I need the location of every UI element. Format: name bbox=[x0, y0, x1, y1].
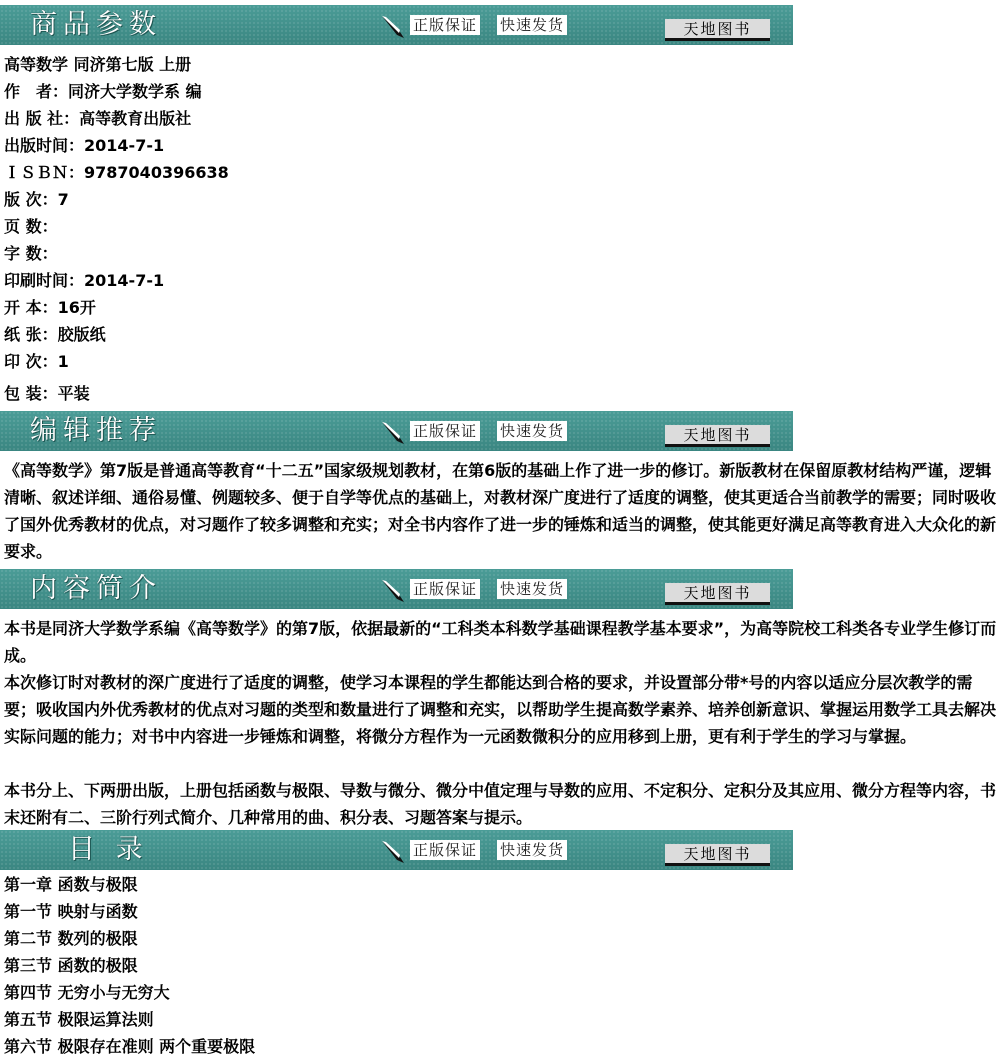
intro-paragraph-1: 本书是同济大学数学系编《高等数学》的第7版，依据最新的“工科类本科数学基础课程教学基本要求”，为高等院校工科类各专业学生修订而成。 bbox=[4, 619, 997, 665]
section-banner-editor bbox=[0, 411, 793, 451]
toc-item: 第四节 无穷小与无穷大 bbox=[4, 983, 170, 1002]
field-value: 2014-7-1 bbox=[84, 271, 165, 290]
field-label: 包 装： bbox=[4, 384, 58, 403]
field-label: 印 次： bbox=[4, 352, 58, 371]
field-label: 纸 张： bbox=[4, 325, 58, 344]
toc-item: 第二节 数列的极限 bbox=[4, 929, 138, 948]
section-banner-params bbox=[0, 5, 793, 45]
section-title: 商品参数 bbox=[30, 9, 162, 40]
store-logo: 天地图书 bbox=[665, 583, 770, 605]
section-title: 编辑推荐 bbox=[30, 415, 162, 446]
section-title: 内容简介 bbox=[30, 573, 162, 604]
toc-item: 第三节 函数的极限 bbox=[4, 956, 138, 975]
fast-ship-badge: 快速发货 bbox=[497, 421, 567, 441]
section-banner-toc bbox=[0, 830, 793, 870]
guarantee-badge: 正版保证 bbox=[410, 840, 480, 860]
intro-paragraph-3: 本书分上、下两册出版，上册包括函数与极限、导数与微分、微分中值定理与导数的应用、不定积分、定积分及其应用、微分方程等内容，书末还附有二、三阶行列式简介、几种常用的曲、积分表、习题答案与提示。 bbox=[4, 781, 997, 827]
toc-item: 第一节 映射与函数 bbox=[4, 902, 138, 921]
fast-ship-badge: 快速发货 bbox=[497, 840, 567, 860]
field-label: 印刷时间： bbox=[4, 271, 85, 290]
store-logo: 天地图书 bbox=[665, 844, 770, 866]
fast-ship-badge: 快速发货 bbox=[497, 15, 567, 35]
field-label: ＩＳＢＮ： bbox=[4, 163, 85, 182]
field-value: 9787040396638 bbox=[84, 163, 229, 182]
field-value: 1 bbox=[57, 352, 69, 371]
book-title: 高等数学 同济第七版 上册 bbox=[4, 55, 192, 74]
guarantee-badge: 正版保证 bbox=[410, 15, 480, 35]
field-author bbox=[4, 82, 202, 102]
toc-item: 第六节 极限存在准则 两个重要极限 bbox=[4, 1037, 256, 1056]
field-print-count bbox=[4, 352, 69, 372]
store-logo: 天地图书 bbox=[665, 425, 770, 447]
intro-paragraph-2: 本次修订时对教材的深广度进行了适度的调整，使学习本课程的学生都能达到合格的要求，并设置部分带*号的内容以适应分层次教学的需要；吸收国内外优秀教材的优点对习题的类型和数量进行了调整和充实，以帮助学生提高数学素养、培养创新意识、掌握运用数学工具去解决实际问题的能力；对书中内容进一步锤炼和调整，将微分方程作为一元函数微积分的应用移到上册，更有利于学生的学习与掌握。 bbox=[4, 673, 997, 746]
section-title: 目 录 bbox=[68, 834, 149, 865]
field-isbn bbox=[4, 163, 229, 183]
editor-recommendation-text: 《高等数学》第7版是普通高等教育“十二五”国家级规划教材，在第6版的基础上作了进一步的修订。新版教材在保留原教材结构严谨，逻辑清晰、叙述详细、通俗易懂、例题较多、便于自学等优点的基础上，对教材深广度进行了适度的调整，使其更适合当前教学的需要；同时吸收了国外优秀教材的优点，对习题作了较多调整和充实；对全书内容作了进一步的锤炼和适当的调整，使其能更好满足高等教育进入大众化的新要求。 bbox=[4, 461, 997, 561]
field-value: 7 bbox=[57, 190, 69, 209]
field-label: 出 版 社： bbox=[4, 109, 80, 128]
store-logo: 天地图书 bbox=[665, 19, 770, 41]
field-value: 16开 bbox=[57, 298, 96, 317]
field-label: 页 数： bbox=[4, 217, 58, 236]
guarantee-badge: 正版保证 bbox=[410, 421, 480, 441]
field-label: 出版时间： bbox=[4, 136, 85, 155]
field-print-date bbox=[4, 271, 164, 291]
section-banner-intro bbox=[0, 569, 793, 609]
pen-icon bbox=[380, 420, 408, 446]
pen-icon bbox=[380, 578, 408, 604]
field-publisher bbox=[4, 109, 191, 129]
pen-icon bbox=[380, 839, 408, 865]
field-value: 平装 bbox=[57, 384, 90, 403]
field-edition bbox=[4, 190, 69, 210]
field-value: 同济大学数学系 编 bbox=[68, 82, 202, 101]
field-publish-date bbox=[4, 136, 164, 156]
field-label: 作 者： bbox=[4, 82, 69, 101]
field-value: 高等教育出版社 bbox=[79, 109, 192, 128]
field-format bbox=[4, 298, 96, 318]
guarantee-badge: 正版保证 bbox=[410, 579, 480, 599]
toc-item: 第五节 极限运算法则 bbox=[4, 1010, 154, 1029]
toc-item: 第一章 函数与极限 bbox=[4, 875, 138, 894]
field-value: 2014-7-1 bbox=[84, 136, 165, 155]
field-binding bbox=[4, 384, 90, 404]
field-words bbox=[4, 244, 58, 264]
field-label: 开 本： bbox=[4, 298, 58, 317]
field-pages bbox=[4, 217, 58, 237]
field-paper bbox=[4, 325, 106, 345]
field-value: 胶版纸 bbox=[57, 325, 106, 344]
pen-icon bbox=[380, 14, 408, 40]
field-label: 版 次： bbox=[4, 190, 58, 209]
field-label: 字 数： bbox=[4, 244, 58, 263]
fast-ship-badge: 快速发货 bbox=[497, 579, 567, 599]
